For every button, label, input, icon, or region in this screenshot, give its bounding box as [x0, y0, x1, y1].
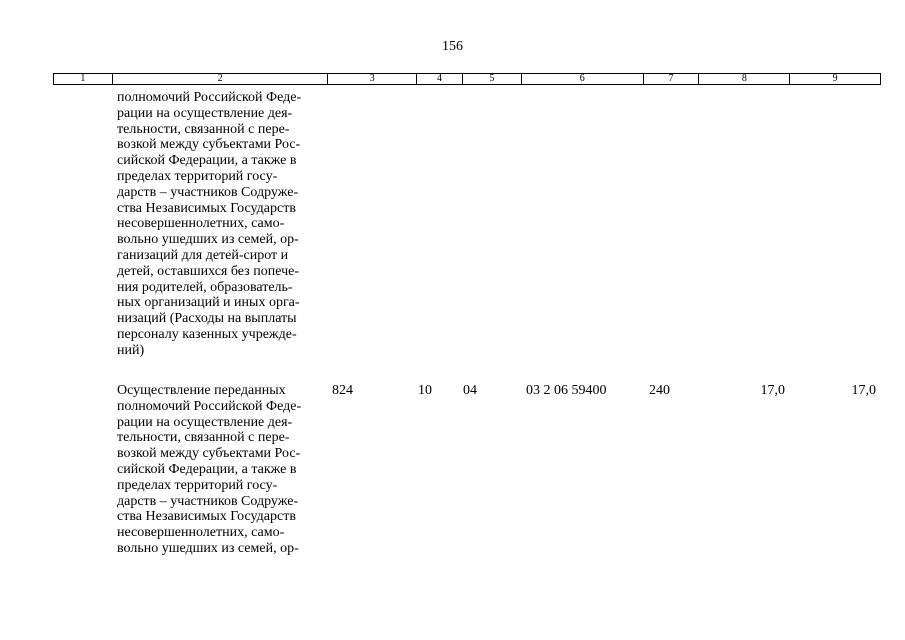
- row-2-ministry-code: 824: [332, 383, 353, 398]
- row-2-expense-type: 240: [649, 383, 670, 398]
- row-2-amount-col-8: 17,0: [760, 383, 785, 398]
- header-col-6: 6: [522, 74, 644, 84]
- header-col-9: 9: [832, 73, 838, 84]
- row-2-section: 10: [418, 383, 432, 398]
- table-header-row: [53, 73, 881, 85]
- header-col-2: 2: [113, 74, 328, 84]
- row-2-subsection: 04: [463, 383, 477, 398]
- header-col-5: 5: [463, 74, 522, 84]
- header-col-3: 3: [328, 74, 417, 84]
- header-col-1: 1: [54, 74, 113, 84]
- header-col-8: 8: [699, 74, 790, 84]
- page-number: 156: [442, 39, 463, 54]
- row-2-description: Осуществление переданных полномочий Российской Феде- рации на осуществление дея- тельности, связанной с пере- возкой между субъектами Рос- сийской Федерации, а также в пределах территорий госу- дарств – участников Содруже- ства Независимых Государств несовершеннолетних, само- вольно ушедших из семей, ор-: [117, 383, 302, 556]
- row-2-target-article: 03 2 06 59400: [526, 383, 607, 398]
- row-1-description: полномочий Российской Феде- рации на осуществление дея- тельности, связанной с пере- возкой между субъектами Рос- сийской Федерации, а также в пределах территорий госу- дарств – участников Содруже- ства Независимых Государств несовершеннолетних, само- вольно ушедших из семей, ор- ганизаций для детей-сирот и детей, оставшихся без попече- ния родителей, образователь- ных организаций и иных орга- низаций (Расходы на выплаты персоналу казенных учрежде- ний): [117, 90, 302, 358]
- header-col-7: 7: [644, 74, 700, 84]
- row-2-amount-col-9: 17,0: [851, 383, 876, 398]
- header-col-4: 4: [417, 74, 463, 84]
